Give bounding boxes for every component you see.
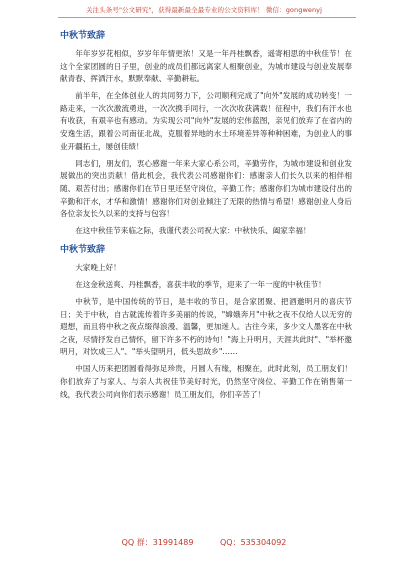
paragraph: 在这金秋送爽、丹桂飘香，喜获丰收的季节，迎来了一年一度的中秋佳节！ [75, 279, 326, 289]
footer [0, 538, 408, 548]
paragraph: 同志们，朋友们，衷心感谢一年来大家心系公司，辛勤劳作，为城市建设和创业发展做出的突出贡献！借此机会，我代表公司感谢你们：感谢亲人们长久以来的相伴相随、艰苦付出；感谢你们在节日里还坚守岗位，辛勤工作；感谢你们为城市建设付出的辛勤和汗水，才华和激情！感谢你们对创业倾注了无限的热情与希望！感谢创业人身后各位亲友长久以来的支持与包容！ [60, 158, 352, 219]
paragraph: 大家晚上好！ [75, 262, 121, 272]
section-2 [60, 244, 352, 401]
paragraph: 年年岁岁花相似，岁岁年年情更浓！又是一年丹桂飘香，遥寄相思的中秋佳节！在这个全家团圆的日子里，创业的成员们都远离家人相聚创业，为城市建设与创业发展奉献青春、挥洒汗水，默默奉献、辛勤耕耘。 [60, 49, 352, 84]
section-title: 中秋节致辞 [60, 31, 106, 41]
section-title: 中秋节致辞 [60, 244, 106, 255]
paragraph: 前半年，在全体创业人的共同努力下，公司顺利完成了"向外"发展的成功转变！一路走来，一次次激流勇进，一次次携手同行，一次次收获满载！征程中，我们有汗水也有收获，有艰辛也有感动。为实现公司"向外"发展的宏伟蓝图，亲见们放弃了在省内的安逸生活，跟着公司南征北战，克服着异地的水土环境差异等种种困难，为创业人的事业开疆拓土，屡创佳绩！ [60, 91, 352, 151]
document-body [60, 26, 352, 406]
paragraph: 中秋节，是中国传统的节日，是丰收的节日，是合家团聚、把酒邀明月的喜庆节日；关于中秋，自古就流传着许多美丽的传说，"嫦娥奔月"中秋之夜不仅给人以无穷的遐想，而且将中秋之夜点缀得浪漫、温馨，更加迷人。古往今来，多少文人墨客在中秋之夜，尽情抒发自己情怀，留下许多不朽的诗句！"海上升明月，天涯共此时"、"举杯邀明月，对饮成三人"、"举头望明月，低头思故乡"…… [60, 297, 352, 357]
section-1 [60, 30, 352, 238]
header-divider [58, 17, 356, 18]
footer-qq-group: QQ 群：31991489 [121, 538, 194, 547]
paragraph: 中国人历来把团圆看得弥足珍贵，月圆人有缘，相聚在，此时此刻，员工朋友们！你们放弃了与家人、与亲人共祝佳节美好时光，仍然坚守岗位、辛勤工作在销售第一线，我代表公司向你们表示感谢！员工朋友们，你们辛苦了！ [60, 364, 352, 399]
paragraph: 在这中秋佳节来临之际，我谨代表公司祝大家：中秋快乐、阖家幸福！ [75, 226, 311, 236]
footer-qq: QQ：535304092 [220, 538, 287, 547]
header-banner: 关注头条号"公文研究"，获得最新最全最专业的公文资料库！ 微信：gongwenyj [85, 6, 323, 14]
